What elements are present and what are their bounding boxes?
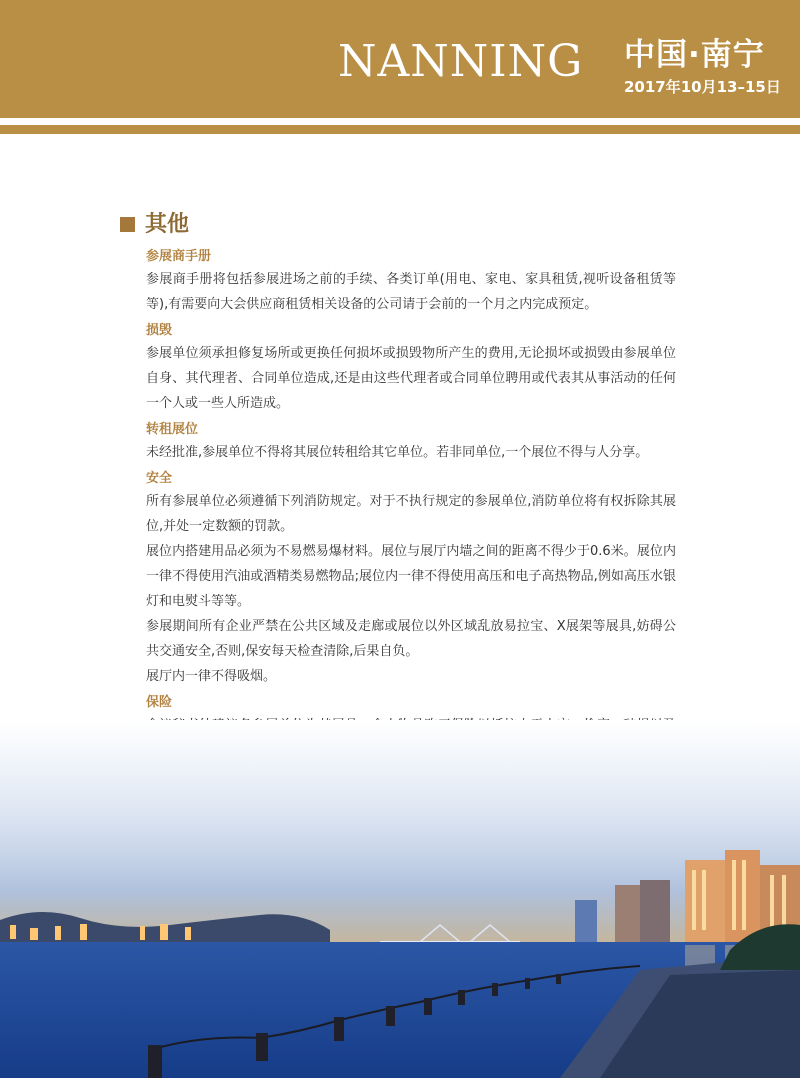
section-content — [146, 243, 676, 788]
paragraph: 参展商手册将包括参展进场之前的手续、各类订单(用电、家电、家具租赁,视听设备租赁等等),有需要向大会供应商租赁相关设备的公司请于会前的一个月之内完成预定。 — [146, 272, 676, 312]
subheading-sublet: 转租展位 — [146, 422, 199, 437]
section-title — [120, 213, 189, 235]
paragraph: 所有参展单位必须遵循下列消防规定。对于不执行规定的参展单位,消防单位将有权拆除其展位,并处一定数额的罚款。 — [146, 494, 676, 534]
header-rule — [0, 125, 800, 134]
cityscape-illustration — [0, 720, 800, 1078]
square-bullet-icon — [120, 217, 135, 232]
subheading-safety: 安全 — [146, 471, 173, 486]
city-title-cn: 中国·南宁 — [624, 37, 765, 73]
section-title-text: 其他 — [145, 211, 190, 237]
subheading-insurance: 保险 — [146, 695, 173, 710]
paragraph: 未经批准,参展单位不得将其展位转租给其它单位。若非同单位,一个展位不得与人分享。 — [146, 445, 649, 460]
paragraph: 参展期间所有企业严禁在公共区域及走廊或展位以外区域乱放易拉宝、X展架等展具,妨碍公共交通安全,否则,保安每天检查清除,后果自负。 — [146, 619, 676, 659]
header-band — [0, 0, 800, 118]
subheading-manual: 参展商手册 — [146, 249, 212, 264]
subheading-damage: 损毁 — [146, 323, 173, 338]
event-date: 2017年10月13–15日 — [624, 78, 781, 96]
header-divider — [0, 118, 800, 125]
city-night-photo — [0, 720, 800, 1078]
paragraph: 展位内搭建用品必须为不易燃易爆材料。展位与展厅内墙之间的距离不得少于0.6米。展位内一律不得使用汽油或酒精类易燃物品;展位内一律不得使用高压和电子高热物品,例如高压水银灯和电熨斗等等。 — [146, 544, 676, 609]
paragraph: 展厅内一律不得吸烟。 — [146, 669, 277, 684]
paragraph: 参展单位须承担修复场所或更换任何损坏或损毁物所产生的费用,无论损坏或损毁由参展单位自身、其代理者、合同单位造成,还是由这些代理者或合同单位聘用或代表其从事活动的任何一个人或一些人所造成。 — [146, 346, 676, 411]
brand-title: NANNING — [338, 36, 584, 87]
